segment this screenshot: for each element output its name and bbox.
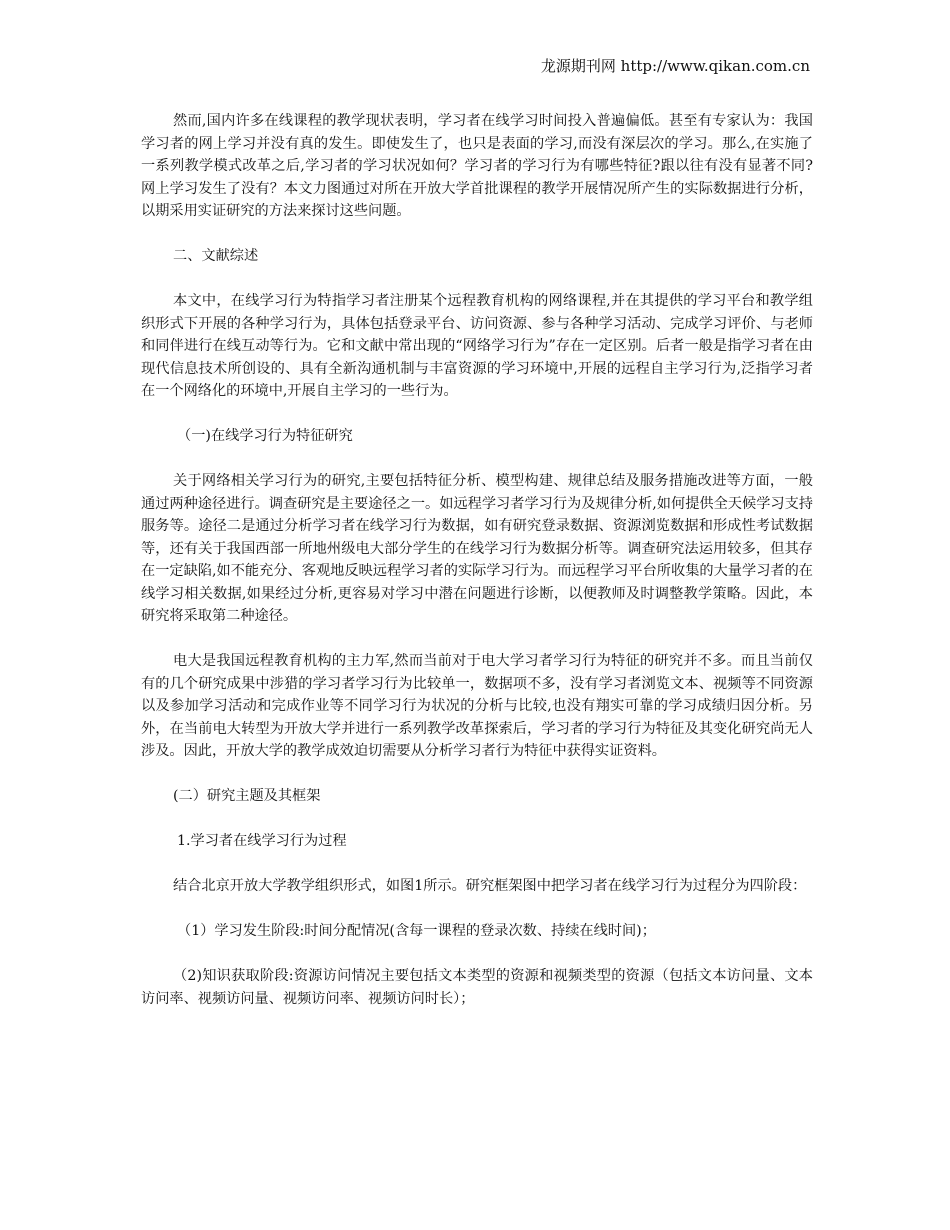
paragraph-four-stages: 结合北京开放大学教学组织形式，如图1所示。研究框架图中把学习者在线学习行为过程分为四阶段： [173,878,807,894]
list-item-stage-2: （2)知识获取阶段:资源访问情况主要包括文本类型的资源和视频类型的资源（包括文本访问量、文本访问率、视频访问量、视频访问率、视频访问时长）； [141,968,813,1007]
paragraph-definition: 本文中，在线学习行为特指学习者注册某个远程教育机构的网络课程,并在其提供的学习平台和教学组织形式下开展的各种学习行为，具体包括登录平台、访问资源、参与各种学习活动、完成学习评价、与老师和同伴进行在线互动等行为。它和文献中常出现的“网络学习行为”存在一定区别。后者一般是指学习者在由现代信息技术所创设的、具有全新沟通机制与丰富资源的学习环境中,开展的远程自主学习行为,泛指学习者在一个网络化的环境中,开展自主学习的一些行为。 [141,293,813,399]
section-heading-literature-review: 二、文献综述 [173,248,259,264]
article-body [141,110,813,1033]
subsection-heading-research-framework: (二）研究主题及其框架 [173,788,321,804]
list-item-stage-1: （1）学习发生阶段:时间分配情况(含每一课程的登录次数、持续在线时间)； [177,923,656,939]
item-heading-learning-process: 1.学习者在线学习行为过程 [177,833,347,849]
paragraph-research-approaches: 关于网络相关学习行为的研究,主要包括特征分析、模型构建、规律总结及服务措施改进等方面，一般通过两种途径进行。调查研究是主要途径之一。如远程学习者学习行为及规律分析,如何提供全天候学习支持服务等。途径二是通过分析学习者在线学习行为数据，如有研究登录数据、资源浏览数据和形成性考试数据等，还有关于我国西部一所地州级电大部分学生的在线学习行为数据分析等。调查研究法运用较多，但其存在一定缺陷,如不能充分、客观地反映远程学习者的实际学习行为。而远程学习平台所收集的大量学习者的在线学习相关数据,如果经过分析,更容易对学习中潜在问题进行诊断，以便教师及时调整教学策略。因此，本研究将采取第二种途径。 [141,473,813,624]
subsection-heading-behavior-features: （一)在线学习行为特征研究 [177,428,353,444]
paragraph-intro: 然而,国内许多在线课程的教学现状表明，学习者在线学习时间投入普遍偏低。甚至有专家认为：我国学习者的网上学习并没有真的发生。即使发生了，也只是表面的学习,而没有深层次的学习。那么,在实施了一系列教学模式改革之后,学习者的学习状况如何？学习者的学习行为有哪些特征?跟以往有没有显著不同?网上学习发生了没有？本文力图通过对所在开放大学首批课程的教学开展情况所产生的实际数据进行分析，以期采用实证研究的方法来探讨这些问题。 [141,113,813,219]
journal-header: 龙源期刊网 http://www.qikan.com.cn [540,57,810,75]
paragraph-tv-university: 电大是我国远程教育机构的主力军,然而当前对于电大学习者学习行为特征的研究并不多。而且当前仅有的几个研究成果中涉猎的学习者学习行为比较单一，数据项不多，没有学习者浏览文本、视频等不同资源以及参加学习活动和完成作业等不同学习行为状况的分析与比较,也没有翔实可靠的学习成绩归因分析。另外，在当前电大转型为开放大学并进行一系列教学改革探索后，学习者的学习行为特征及其变化研究尚无人涉及。因此，开放大学的教学成效迫切需要从分析学习者行为特征中获得实证资料。 [141,653,813,759]
